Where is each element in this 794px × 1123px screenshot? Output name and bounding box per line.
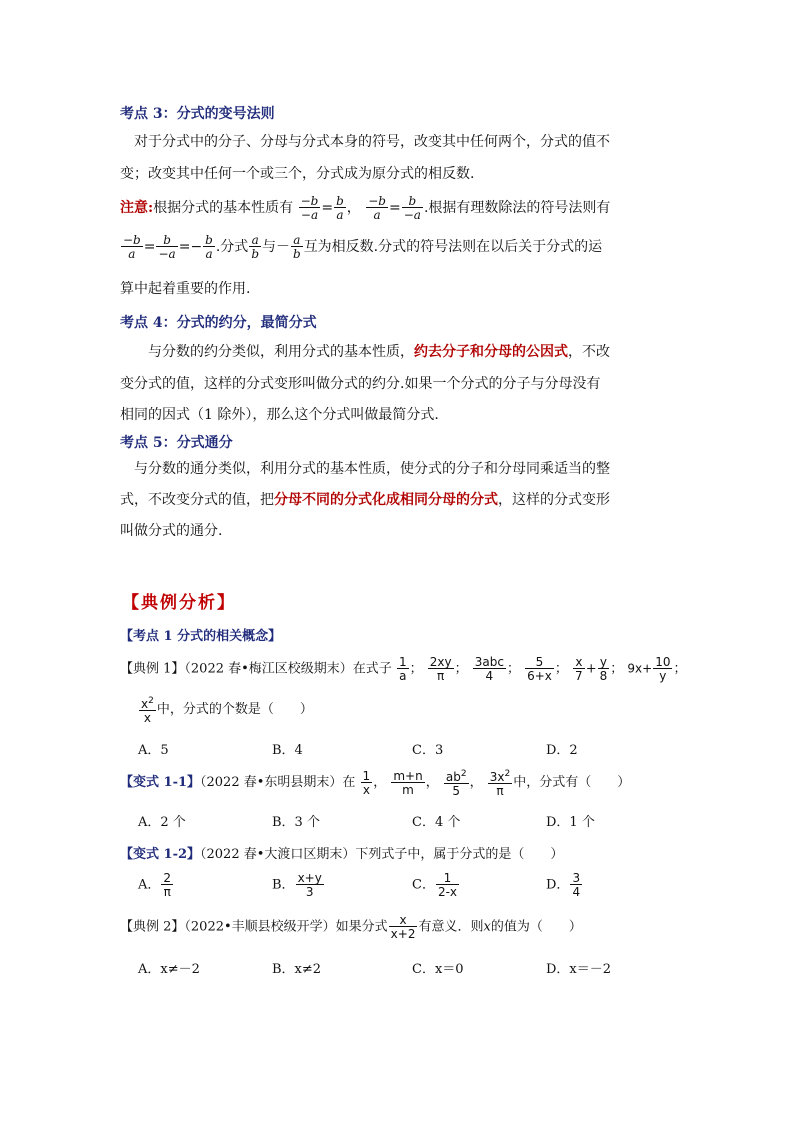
fraction: $\frac{1}{2-x}$ <box>437 871 458 899</box>
section5-title: 考点 5：分式通分 <box>120 435 233 451</box>
fraction: $\frac{b}{a}$ <box>336 194 344 222</box>
example1-option-c[interactable]: C．3 <box>412 743 444 758</box>
example2-source: （2022•丰顺县校级开学）如果分式 <box>184 919 388 935</box>
example1-source: （2022 春•梅江区校级期末）在式子 <box>184 661 392 677</box>
variant11-tail: 中，分式有（ ） <box>513 775 631 790</box>
section4-line2: 变分式的值，这样的分式变形叫做分式的约分.如果一个分式的分子与分母没有 <box>120 376 601 392</box>
fraction: $\frac{x}{7}$ <box>575 655 583 683</box>
note-line1: 注意:根据分式的基本性质有 $\frac{-b}{-a}$ = $\frac{b}{a}$ ， $\frac{-b}{a}$ = $\frac{b}{-a}$ .根据有理数除法的符号法则有 <box>120 194 611 222</box>
note-text-f: 互为相反数.分式的符号法则在以后关于分式的运 <box>303 239 603 255</box>
variant11-source: （2022 春•东明县期末）在 <box>200 775 356 790</box>
fraction: $\frac{b}{-a}$ <box>158 233 176 261</box>
highlight-text: 分母不同的分式化成相同分母的分式 <box>274 492 498 508</box>
fraction: $\frac{5}{6+x}$ <box>527 655 552 683</box>
section4-line1: 与分数的约分类似，利用分式的基本性质，约去分子和分母的公因式，不改 <box>148 344 610 360</box>
variant12-option-d[interactable]: D． $\frac{3}{4}$ <box>546 871 581 899</box>
section5-line3: 叫做分式的通分. <box>120 523 223 539</box>
variant11-option-a[interactable]: A．2 个 <box>138 815 186 830</box>
section4-title: 考点 4：分式的约分，最简分式 <box>120 315 317 331</box>
example2-option-c[interactable]: C．x＝0 <box>412 962 464 977</box>
variant12-option-c[interactable]: C． $\frac{1}{2-x}$ <box>412 871 458 899</box>
section4-line3: 相同的因式（1 除外），那么这个分式叫做最简分式. <box>120 407 439 423</box>
fraction: $\frac{b}{-a}$ <box>403 194 421 222</box>
highlight-text: 约去分子和分母的公因式 <box>414 344 568 360</box>
fraction: $\frac{b}{a}$ <box>205 233 213 261</box>
example2-option-a[interactable]: A．x≠－2 <box>138 962 200 977</box>
fraction: $\frac{2xy}{\pi}$ <box>429 655 452 683</box>
fraction: $\frac{y}{8}$ <box>599 655 608 683</box>
note-text-e: 与－ <box>262 239 290 255</box>
variant12-line1 <box>120 843 563 862</box>
variant11-option-d[interactable]: D．1 个 <box>546 815 595 830</box>
fraction: $\frac{-b}{a}$ <box>368 194 386 222</box>
example1-option-b[interactable]: B．4 <box>272 743 303 758</box>
example1-line1: 【典例 1】（2022 春•梅江区校级期末）在式子 $\frac{1}{a}$ ； $\frac{2xy}{\pi}$ ； $\frac{\text{3abc}}{4}$ ； $\frac{5}{6+x}$ ； $\frac{x}{7}$ + $\frac{y}{8}$ ； 9x+ $\frac{10}{y}$ ； <box>120 655 687 683</box>
variant11-label: 【变式 1-1】 <box>120 775 201 790</box>
example1-option-a[interactable]: A．5 <box>138 743 169 758</box>
section5-line2: 式，不改变分式的值，把分母不同的分式化成相同分母的分式，这样的分式变形 <box>120 492 610 508</box>
fraction: $\frac{ab^2}{5}$ <box>445 769 467 798</box>
variant11-option-b[interactable]: B．3 个 <box>272 815 320 830</box>
fraction: $\frac{1}{a}$ <box>398 655 407 683</box>
example1-line2 <box>138 695 313 724</box>
section5-line1: 与分数的通分类似，利用分式的基本性质，使分式的分子和分母同乘适当的整 <box>134 461 610 477</box>
variant11-line1: 【变式 1-1】（2022 春•东明县期末）在 $\frac{1}{x}$ ， $\frac{m+n}{m}$ ， $\frac{ab^2}{5}$ ， $\frac{3x^2}{\pi}$ 中，分式有（ ） <box>120 768 631 798</box>
fraction: $\frac{\text{3abc}}{4}$ <box>474 655 504 683</box>
fraction: $\frac{3x^2}{\pi}$ <box>489 769 511 798</box>
section3-title: 考点 3：分式的变号法则 <box>120 106 275 122</box>
section-banner: 【典例分析】 <box>122 593 236 613</box>
note-line3: 算中起着重要的作用. <box>120 281 251 297</box>
note-text-a: 根据分式的基本性质有 <box>153 200 294 216</box>
example1-option-d[interactable]: D．2 <box>546 743 578 758</box>
fraction: $\frac{x+y}{3}$ <box>297 871 322 899</box>
variant12-source: （2022 春•大渡口区期末）下列式子中，属于分式的是（ ） <box>200 847 564 862</box>
fraction: $\frac{10}{y}$ <box>655 655 671 683</box>
note-line2: $\frac{-b}{a}$ = $\frac{b}{-a}$ =− $\frac{b}{a}$ .分式 $\frac{a}{b}$ 与－ $\frac{a}{b}$ 互为相反数.分式的符号法则在以后关于分式的运 <box>123 233 603 261</box>
fraction: $\frac{m+n}{m}$ <box>393 768 423 797</box>
example2-label: 【典例 2】 <box>120 919 185 935</box>
fraction: $\frac{3}{4}$ <box>572 871 581 899</box>
example1-label: 【典例 1】 <box>120 661 185 677</box>
fraction: $\frac{x}{x+2}$ <box>390 913 416 941</box>
fraction: $\frac{1}{x}$ <box>362 768 371 797</box>
fraction: $\frac{x^2}{x}$ <box>141 696 154 725</box>
example2-option-b[interactable]: B．x≠2 <box>272 962 322 977</box>
kaodian1-title: 【考点 1 分式的相关概念】 <box>120 629 282 644</box>
note-label: 注意: <box>120 200 154 216</box>
section3-line2: 变；改变其中任何一个或三个，分式成为原分式的相反数. <box>120 166 475 182</box>
variant12-option-a[interactable]: A． $\frac{2}{\pi}$ <box>138 871 172 899</box>
fraction: $\frac{a}{b}$ <box>293 233 301 261</box>
example2-line1: 【典例 2】（2022•丰顺县校级开学）如果分式 $\frac{x}{x+2}$ 有意义．则x的值为（ ） <box>120 913 582 941</box>
fraction: $\frac{2}{\pi}$ <box>163 871 172 899</box>
variant12-option-b[interactable]: B． $\frac{x+y}{3}$ <box>272 871 322 899</box>
example1-tail: 中，分式的个数是（ ） <box>156 702 313 717</box>
note-text-c: .根据有理数除法的符号法则有 <box>423 200 611 216</box>
fraction: $\frac{-b}{-a}$ <box>300 194 319 222</box>
section3-line1: 对于分式中的分子、分母与分式本身的符号，改变其中任何两个，分式的值不 <box>134 134 610 150</box>
note-text-d: .分式 <box>215 239 249 255</box>
variant12-label: 【变式 1-2】 <box>120 847 201 862</box>
variant11-option-c[interactable]: C．4 个 <box>412 815 461 830</box>
fraction: $\frac{a}{b}$ <box>251 233 259 261</box>
fraction: $\frac{-b}{a}$ <box>123 233 141 261</box>
example2-option-d[interactable]: D．x＝－2 <box>546 962 612 977</box>
